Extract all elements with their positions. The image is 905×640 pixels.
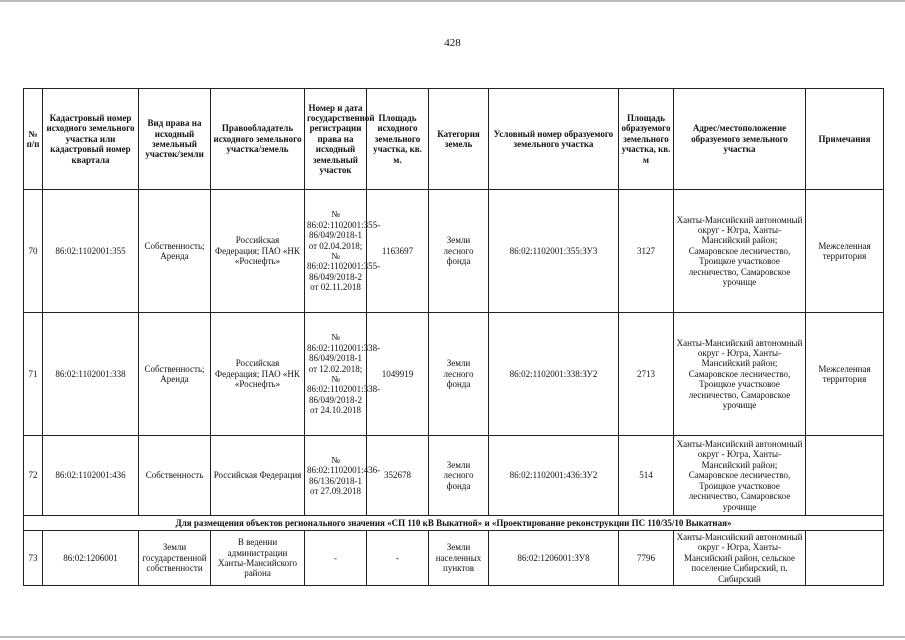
header-registration: Номер и дата государственной регистрации права на исходный земельный участок: [305, 89, 367, 190]
cell-registration: № 86:02:1102001:436-86/136/2018-1 от 27.09.2018: [305, 436, 367, 516]
cell-address: Ханты-Мансийский автономный округ - Югра, Ханты-Мансийский район; Самаровское лесничество, Троицкое участковое лесничество, Самаровское урочище: [674, 190, 806, 313]
scan-bottom-edge: [0, 636, 905, 638]
cell-address: Ханты-Мансийский автономный округ - Югра, Ханты-Мансийский район; Самаровское лесничество, Троицкое участковое лесничество, Самаровское урочище: [674, 313, 806, 436]
cell-category: Земли лесного фонда: [429, 190, 489, 313]
cell-note: Межселенная территория: [806, 313, 884, 436]
cell-address: Ханты-Мансийский автономный округ - Югра, Ханты-Мансийский район; Самаровское лесничество, Троицкое участковое лесничество, Самаровское урочище: [674, 436, 806, 516]
cell-num: 72: [24, 436, 43, 516]
header-row: [24, 89, 884, 190]
cell-new-area: 3127: [619, 190, 674, 313]
header-address: Адрес/местоположение образуемого земельного участка: [674, 89, 806, 190]
header-num: № п/п: [24, 89, 43, 190]
cell-registration: -: [305, 531, 367, 586]
header-owner: Правообладатель исходного земельного участка/земель: [211, 89, 305, 190]
cell-area: 352678: [367, 436, 429, 516]
cell-area: -: [367, 531, 429, 586]
section-row: [24, 516, 884, 531]
cell-new-area: 7796: [619, 531, 674, 586]
table-row: [24, 190, 884, 313]
cell-owner: Российская Федерация; ПАО «НК «Роснефть»: [211, 190, 305, 313]
cell-note: [806, 436, 884, 516]
cell-new-area: 514: [619, 436, 674, 516]
land-plots-table: [23, 88, 884, 586]
cell-right: Земли государственной собственности: [139, 531, 211, 586]
cell-new-area: 2713: [619, 313, 674, 436]
cell-owner: Российская Федерация: [211, 436, 305, 516]
header-cadastral: Кадастровый номер исходного земельного участка или кадастровый номер квартала: [43, 89, 139, 190]
cell-num: 71: [24, 313, 43, 436]
cell-right: Собственность; Аренда: [139, 190, 211, 313]
cell-num: 73: [24, 531, 43, 586]
cell-cadastral: 86:02:1102001:338: [43, 313, 139, 436]
cell-right: Собственность: [139, 436, 211, 516]
cell-area: 1049919: [367, 313, 429, 436]
cell-owner: Российская Федерация; ПАО «НК «Роснефть»: [211, 313, 305, 436]
table-row: [24, 436, 884, 516]
cell-category: Земли населенных пунктов: [429, 531, 489, 586]
cell-cadastral: 86:02:1102001:355: [43, 190, 139, 313]
header-area: Площадь исходного земельного участка, кв. м.: [367, 89, 429, 190]
table-row: [24, 531, 884, 586]
cell-registration: № 86:02:1102001:338-86/049/2018-1 от 12.02.2018; № 86:02:1102001:338-86/049/2018-2 от 24.10.2018: [305, 313, 367, 436]
cell-note: Межселенная территория: [806, 190, 884, 313]
header-new-area: Площадь образуемого земельного участка, кв. м: [619, 89, 674, 190]
cell-area: 1163697: [367, 190, 429, 313]
header-note: Примечания: [806, 89, 884, 190]
header-new-number: Условный номер образуемого земельного участка: [489, 89, 619, 190]
cell-cadastral: 86:02:1102001:436: [43, 436, 139, 516]
table-row: [24, 313, 884, 436]
cell-num: 70: [24, 190, 43, 313]
cell-category: Земли лесного фонда: [429, 436, 489, 516]
cell-address: Ханты-Мансийский автономный округ - Югра, Ханты-Мансийский район, сельское поселение Сибирский, п. Сибирский: [674, 531, 806, 586]
scan-top-edge: [0, 0, 905, 2]
page-number: 428: [444, 37, 461, 49]
cell-new-number: 86:02:1102001:355:ЗУ3: [489, 190, 619, 313]
cell-owner: В ведении администрации Ханты-Мансийского района: [211, 531, 305, 586]
header-right: Вид права на исходный земельный участок/земли: [139, 89, 211, 190]
header-category: Категория земель: [429, 89, 489, 190]
cell-new-number: 86:02:1102001:338:ЗУ2: [489, 313, 619, 436]
cell-right: Собственность; Аренда: [139, 313, 211, 436]
cell-category: Земли лесного фонда: [429, 313, 489, 436]
cell-new-number: 86:02:1206001:ЗУ8: [489, 531, 619, 586]
cell-cadastral: 86:02:1206001: [43, 531, 139, 586]
section-title: Для размещения объектов регионального значения «СП 110 кВ Выкатной» и «Проектирование реконструкции ПС 110/35/10 Выкатная»: [24, 516, 884, 531]
cell-registration: № 86:02:1102001:355-86/049/2018-1 от 02.04.2018; № 86:02:1102001:355-86/049/2018-2 от 02.11.2018: [305, 190, 367, 313]
cell-note: [806, 531, 884, 586]
cell-new-number: 86:02:1102001:436:ЗУ2: [489, 436, 619, 516]
